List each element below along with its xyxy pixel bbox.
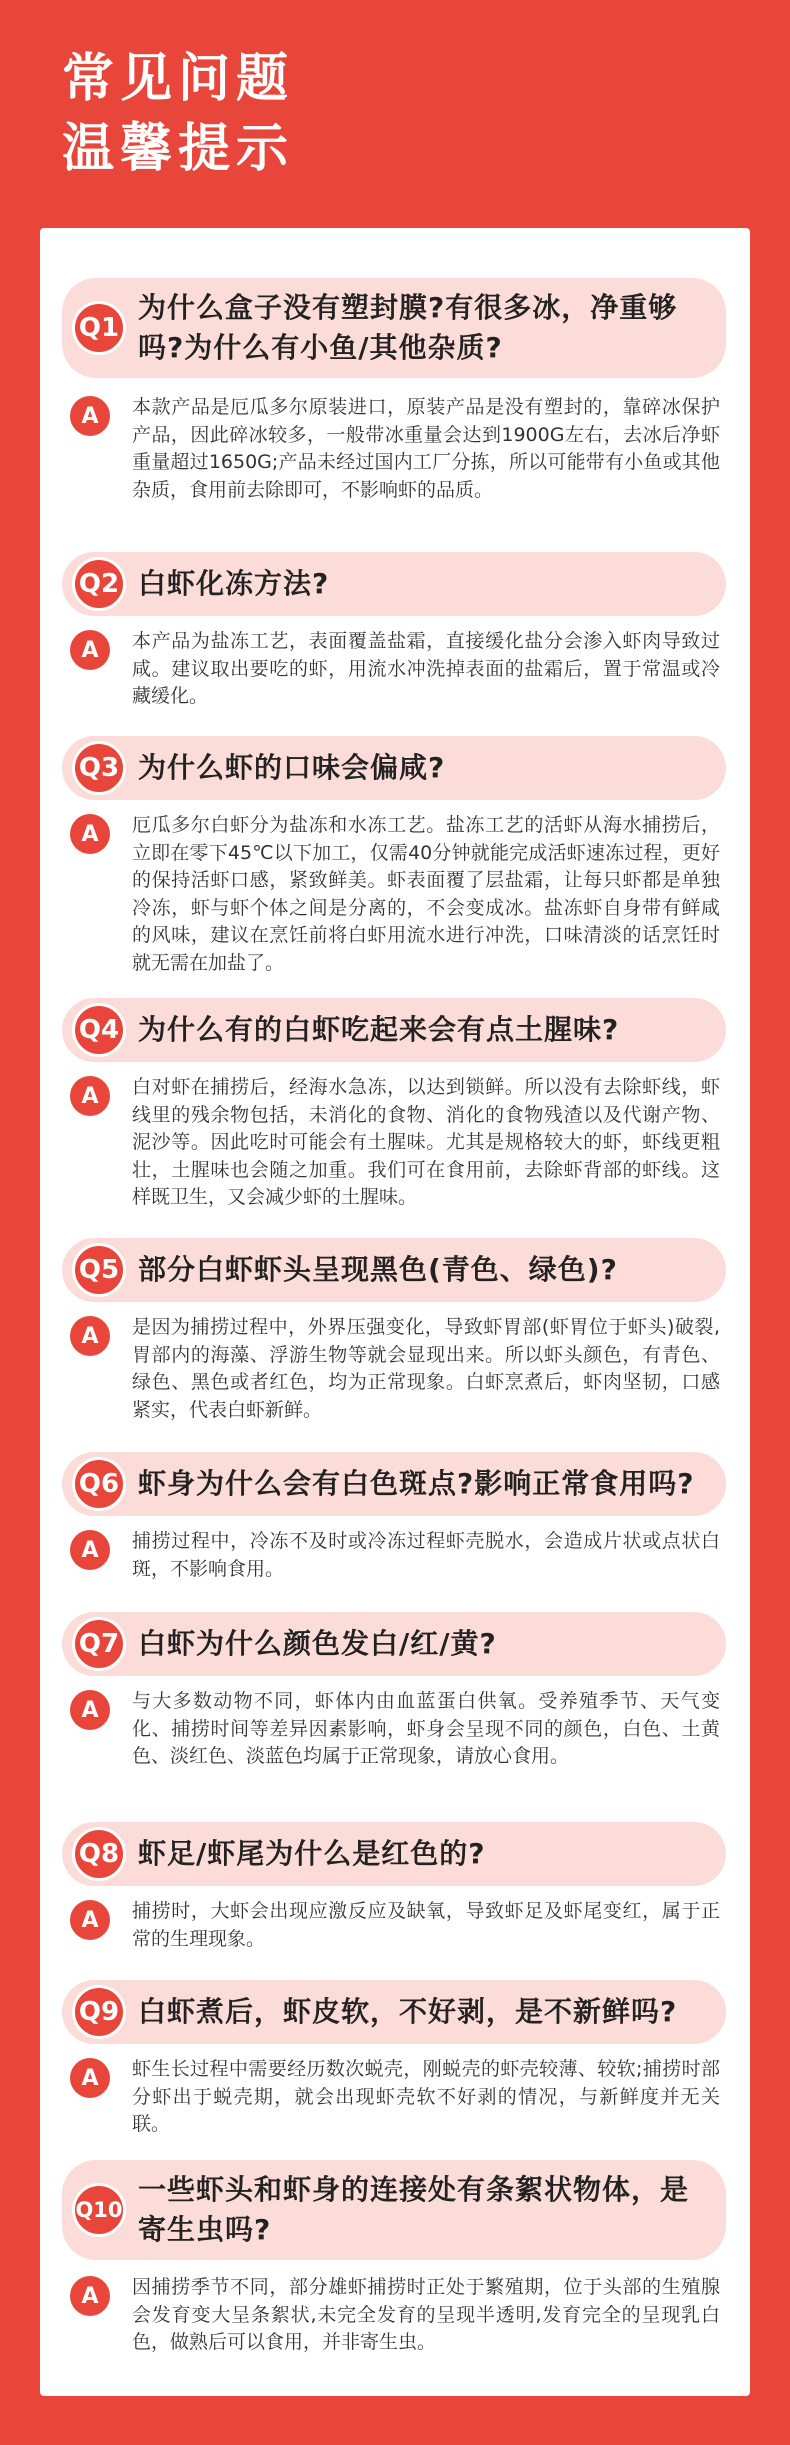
- question-badge: Q10: [72, 2183, 126, 2237]
- question-text: 白虾化冻方法?: [138, 567, 330, 600]
- question-7: [62, 1612, 726, 1676]
- answer-badge: A: [70, 1316, 110, 1356]
- question-text: 一些虾头和虾身的连接处有条絮状物体，是寄生虫吗?: [138, 2173, 690, 2246]
- question-text: 为什么有的白虾吃起来会有点土腥味?: [138, 1013, 620, 1046]
- question-badge: Q4: [72, 1003, 126, 1057]
- answer-text: 因捕捞季节不同，部分雄虾捕捞时正处于繁殖期，位于头部的生殖腺会发育变大呈条絮状,未完全发育的呈现半透明,发育完全的呈现乳白色，做熟后可以食用，并非寄生虫。: [132, 2276, 720, 2353]
- question-badge: Q1: [72, 301, 126, 355]
- header-title-line2: 温馨提示: [62, 119, 295, 179]
- answer-3: [70, 812, 720, 977]
- answer-text: 是因为捕捞过程中，外界压强变化，导致虾胃部(虾胃位于虾头)破裂,胃部内的海藻、浮游生物等就会显现出来。所以虾头颜色，有青色、绿色、黑色或者红色，均为正常现象。白虾烹煮后，虾肉坚韧，口感紧实，代表白虾新鲜。: [132, 1316, 720, 1421]
- question-badge: Q2: [72, 557, 126, 611]
- answer-10: [70, 2274, 720, 2357]
- question-5: [62, 1238, 726, 1302]
- question-1: [62, 278, 726, 378]
- answer-2: [70, 628, 720, 711]
- question-text: 为什么虾的口味会偏咸?: [138, 751, 446, 784]
- answer-8: [70, 1898, 720, 1953]
- question-4: [62, 998, 726, 1062]
- question-badge: Q6: [72, 1457, 126, 1511]
- answer-6: [70, 1528, 720, 1583]
- answer-badge: A: [70, 1690, 110, 1730]
- answer-badge: A: [70, 1530, 110, 1570]
- answer-badge: A: [70, 2058, 110, 2098]
- answer-text: 与大多数动物不同，虾体内由血蓝蛋白供氧。受养殖季节、天气变化、捕捞时间等差异因素影响，虾身会呈现不同的颜色，白色、土黄色、淡红色、淡蓝色均属于正常现象，请放心食用。: [132, 1690, 720, 1767]
- question-10: [62, 2160, 726, 2260]
- question-badge: Q7: [72, 1617, 126, 1671]
- question-badge: Q5: [72, 1243, 126, 1297]
- question-text: 白虾为什么颜色发白/红/黄?: [138, 1627, 497, 1660]
- answer-text: 捕捞时，大虾会出现应激反应及缺氧，导致虾足及虾尾变红，属于正常的生理现象。: [132, 1900, 720, 1950]
- answer-1: [70, 394, 720, 504]
- question-badge: Q8: [72, 1827, 126, 1881]
- answer-badge: A: [70, 1076, 110, 1116]
- answer-5: [70, 1314, 720, 1424]
- answer-text: 本款产品是厄瓜多尔原装进口，原装产品是没有塑封的，靠碎冰保护产品，因此碎冰较多，一般带冰重量会达到1900G左右，去冰后净虾重量超过1650G;产品未经过国内工厂分拣，所以可能带有小鱼或其他杂质，食用前去除即可，不影响虾的品质。: [132, 396, 720, 501]
- question-text: 为什么盒子没有塑封膜?有很多冰，净重够吗?为什么有小鱼/其他杂质?: [138, 291, 678, 364]
- question-9: [62, 1980, 726, 2044]
- answer-badge: A: [70, 396, 110, 436]
- faq-card: [40, 228, 750, 2396]
- question-6: [62, 1452, 726, 1516]
- answer-4: [70, 1074, 720, 1212]
- answer-badge: A: [70, 814, 110, 854]
- question-2: [62, 552, 726, 616]
- answer-7: [70, 1688, 720, 1771]
- question-text: 白虾煮后，虾皮软，不好剥，是不新鲜吗?: [138, 1995, 678, 2028]
- answer-badge: A: [70, 630, 110, 670]
- answer-badge: A: [70, 1900, 110, 1940]
- question-badge: Q9: [72, 1985, 126, 2039]
- answer-text: 捕捞过程中，冷冻不及时或冷冻过程虾壳脱水，会造成片状或点状白斑，不影响食用。: [132, 1530, 720, 1580]
- answer-badge: A: [70, 2276, 110, 2316]
- answer-9: [70, 2056, 720, 2139]
- answer-text: 虾生长过程中需要经历数次蜕壳，刚蜕壳的虾壳较薄、较软;捕捞时部分虾出于蜕壳期，就会出现虾壳软不好剥的情况，与新鲜度并无关联。: [132, 2058, 720, 2135]
- answer-text: 白对虾在捕捞后，经海水急冻，以达到锁鲜。所以没有去除虾线，虾线里的残余物包括，未消化的食物、消化的食物残渣以及代谢产物、泥沙等。因此吃时可能会有土腥味。尤其是规格较大的虾，虾线更粗壮，土腥味也会随之加重。我们可在食用前，去除虾背部的虾线。这样既卫生，又会减少虾的土腥味。: [132, 1076, 720, 1208]
- question-text: 部分白虾虾头呈现黑色(青色、绿色)?: [138, 1253, 618, 1286]
- question-badge: Q3: [72, 741, 126, 795]
- answer-text: 厄瓜多尔白虾分为盐冻和水冻工艺。盐冻工艺的活虾从海水捕捞后，立即在零下45℃以下加工，仅需40分钟就能完成活虾速冻过程，更好的保持活虾口感，紧致鲜美。虾表面覆了层盐霜，让每只虾都是单独冷冻，虾与虾个体之间是分离的，不会变成冰。盐冻虾自身带有鲜咸的风味，建议在烹饪前将白虾用流水进行冲洗，口味清淡的话烹饪时就无需在加盐了。: [132, 814, 720, 974]
- question-text: 虾足/虾尾为什么是红色的?: [138, 1837, 486, 1870]
- question-8: [62, 1822, 726, 1886]
- header: [62, 44, 294, 184]
- question-text: 虾身为什么会有白色斑点?影响正常食用吗?: [138, 1467, 695, 1500]
- header-title-line1: 常见问题: [62, 49, 295, 109]
- question-3: [62, 736, 726, 800]
- answer-text: 本产品为盐冻工艺，表面覆盖盐霜，直接缓化盐分会渗入虾肉导致过咸。建议取出要吃的虾，用流水冲洗掉表面的盐霜后，置于常温或冷藏缓化。: [132, 630, 720, 707]
